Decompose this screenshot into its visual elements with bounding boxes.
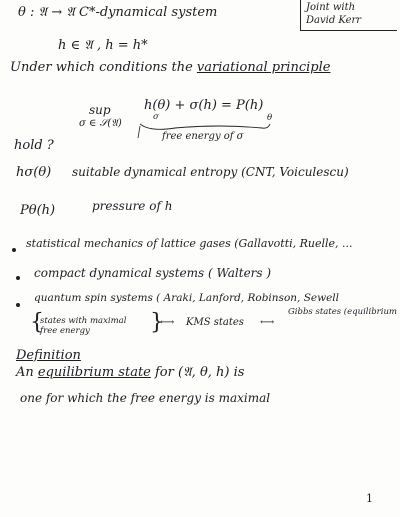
bullet-compact-systems: compact dynamical systems ( Walters ) bbox=[34, 266, 272, 280]
left-brace: { bbox=[30, 310, 44, 335]
dynamical-system-line: θ : 𝔄 → 𝔄 C*-dynamical system bbox=[18, 5, 218, 20]
right-brace: } bbox=[150, 310, 164, 335]
formula-pressure-subscript: θ bbox=[267, 113, 273, 123]
definition-line-2: one for which the free energy is maximal bbox=[20, 391, 271, 405]
hold-question: hold ? bbox=[14, 138, 54, 153]
diagram-kms-label: KMS states bbox=[186, 317, 244, 328]
diagram-gibbs-label: Gibbs states (equilibrium bbox=[288, 307, 397, 317]
bullet-lattice-gases: statistical mechanics of lattice gases (Gallavotti, Ruelle, ... bbox=[26, 237, 353, 250]
definition-suffix: for (𝔄, θ, h) is bbox=[155, 365, 245, 380]
formula-sup-subscript: σ ∈ 𝒮(𝔄) bbox=[79, 118, 122, 129]
formula-main: h(θ) + σ(h) = P(h) bbox=[144, 98, 264, 113]
variational-principle-term: variational principle bbox=[196, 60, 331, 75]
bullet-quantum-spin: quantum spin systems ( Araki, Lanford, Robinson, Sewell bbox=[34, 292, 340, 304]
equilibrium-state-term: equilibrium state bbox=[37, 365, 151, 380]
free-energy-annotation: free energy of σ bbox=[162, 131, 244, 142]
diagram-left-label: states with maximal free energy bbox=[40, 316, 127, 336]
equivalence-arrow-1: ⟷ bbox=[160, 317, 175, 328]
formula-sup: sup bbox=[89, 103, 111, 117]
page-number: 1 bbox=[366, 492, 373, 505]
formula-entropy-subscript: σ bbox=[153, 112, 159, 122]
underbrace-tick bbox=[138, 126, 140, 138]
credit-line-1: Joint with bbox=[306, 2, 356, 13]
intro-prefix: Under which conditions the bbox=[10, 60, 193, 75]
definition-title: Definition bbox=[16, 348, 81, 363]
credit-line-2: David Kerr bbox=[306, 15, 362, 26]
entropy-description: suitable dynamical entropy (CNT, Voiculescu) bbox=[72, 165, 349, 179]
equivalence-arrow-2: ⟷ bbox=[260, 317, 275, 328]
pressure-description: pressure of h bbox=[92, 199, 173, 213]
pressure-symbol: Pθ(h) bbox=[20, 203, 56, 218]
definition-prefix: An bbox=[16, 365, 34, 380]
formula-underbrace bbox=[140, 124, 270, 129]
hamiltonian-line: h ∈ 𝔄 , h = h* bbox=[58, 38, 148, 53]
entropy-symbol: hσ(θ) bbox=[16, 165, 52, 180]
